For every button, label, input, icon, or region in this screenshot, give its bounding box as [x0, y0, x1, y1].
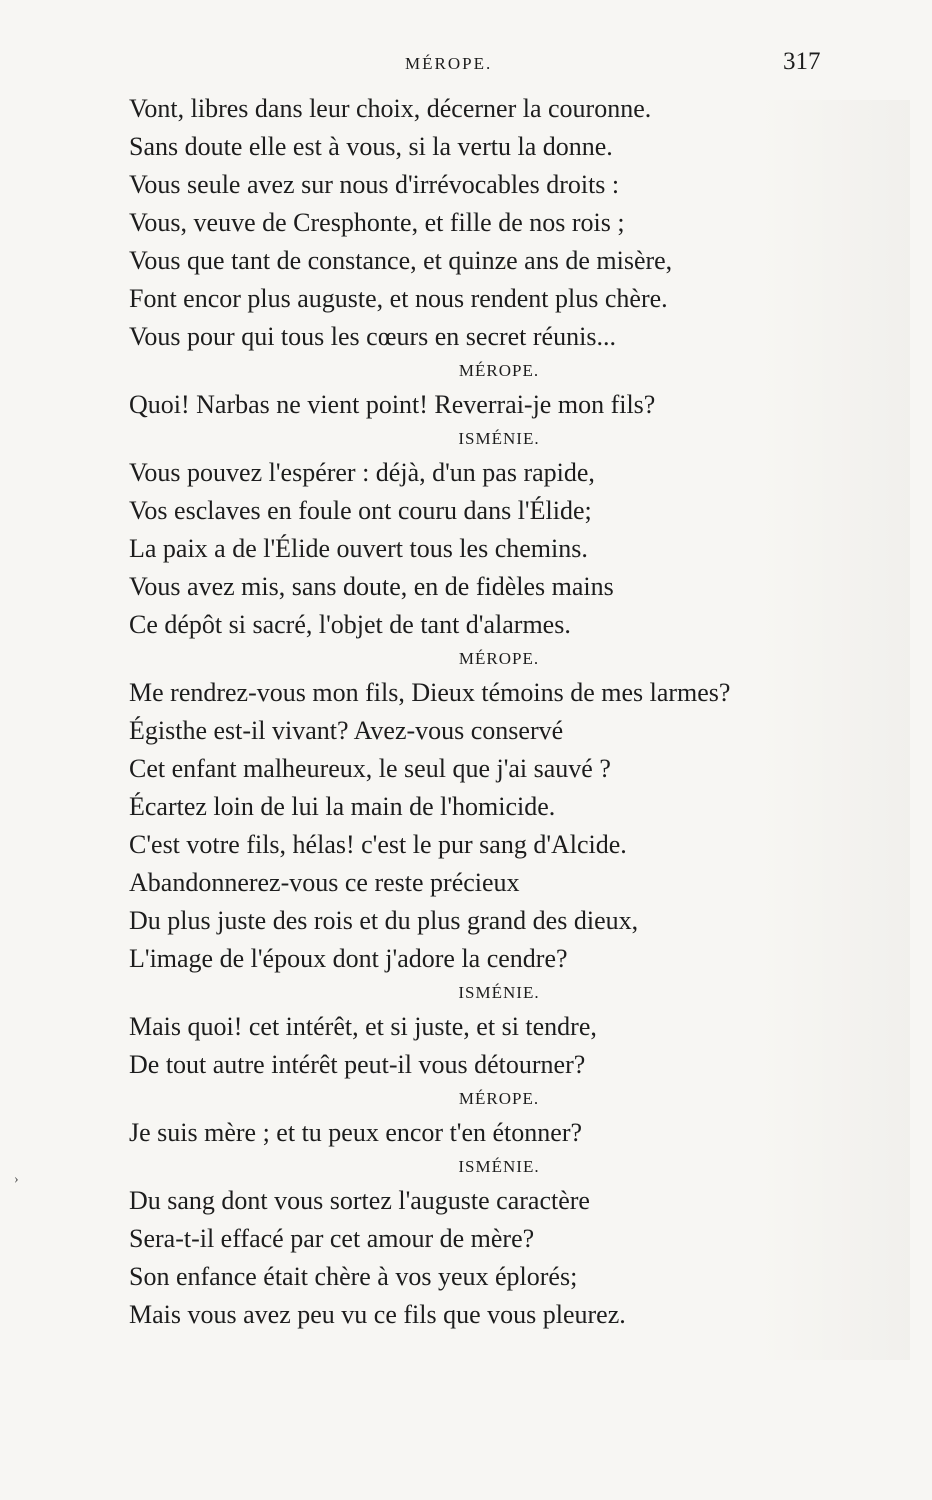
speaker-name: ISMÉNIE.	[458, 1157, 540, 1176]
verse-line: La paix a de l'Élide ouvert tous les chemins.	[129, 534, 588, 563]
verse-text	[129, 90, 849, 1334]
page-header	[0, 48, 932, 84]
verse-line: De tout autre intérêt peut-il vous détourner?	[129, 1050, 586, 1079]
speaker-name: ISMÉNIE.	[458, 429, 540, 448]
verse-line: L'image de l'époux dont j'adore la cendre?	[129, 944, 568, 973]
verse-line: Vous avez mis, sans doute, en de fidèles mains	[129, 572, 614, 601]
margin-mark: ›	[14, 1172, 19, 1187]
speaker-name: MÉROPE.	[458, 1089, 540, 1108]
verse-line: Me rendrez-vous mon fils, Dieux témoins de mes larmes?	[129, 678, 731, 707]
verse-line: Du plus juste des rois et du plus grand des dieux,	[129, 906, 639, 935]
verse-line: Quoi! Narbas ne vient point! Reverrai-je mon fils?	[129, 390, 656, 419]
verse-line: C'est votre fils, hélas! c'est le pur sang d'Alcide.	[129, 830, 627, 859]
verse-line: Vont, libres dans leur choix, décerner la couronne.	[129, 94, 652, 123]
verse-line: Égisthe est-il vivant? Avez-vous conservé	[129, 716, 564, 745]
verse-line: Vos esclaves en foule ont couru dans l'Élide;	[129, 496, 592, 525]
verse-line: Du sang dont vous sortez l'auguste caractère	[129, 1186, 590, 1215]
verse-line: Vous seule avez sur nous d'irrévocables droits :	[129, 170, 620, 199]
verse-line: Ce dépôt si sacré, l'objet de tant d'alarmes.	[129, 610, 571, 639]
verse-line: Cet enfant malheureux, le seul que j'ai sauvé ?	[129, 754, 611, 783]
verse-line: Je suis mère ; et tu peux encor t'en étonner?	[129, 1118, 583, 1147]
verse-line: Vous que tant de constance, et quinze ans de misère,	[129, 246, 673, 275]
verse-line: Sera-t-il effacé par cet amour de mère?	[129, 1224, 535, 1253]
speaker-name: ISMÉNIE.	[458, 983, 540, 1002]
verse-line: Abandonnerez-vous ce reste précieux	[129, 868, 520, 897]
verse-line: Sans doute elle est à vous, si la vertu la donne.	[129, 132, 613, 161]
verse-line: Vous pouvez l'espérer : déjà, d'un pas rapide,	[129, 458, 595, 487]
verse-line: Font encor plus auguste, et nous rendent plus chère.	[129, 284, 668, 313]
verse-line: Vous, veuve de Cresphonte, et fille de nos rois ;	[129, 208, 625, 237]
verse-line: Mais vous avez peu vu ce fils que vous pleurez.	[129, 1300, 626, 1329]
verse-line: Vous pour qui tous les cœurs en secret réunis...	[129, 322, 616, 351]
speaker-name: MÉROPE.	[458, 361, 540, 380]
verse-line: Son enfance était chère à vos yeux éplorés;	[129, 1262, 578, 1291]
page-number: 317	[783, 48, 821, 75]
verse-line: Écartez loin de lui la main de l'homicide.	[129, 792, 556, 821]
speaker-name: MÉROPE.	[458, 649, 540, 668]
running-title: MÉROPE.	[405, 54, 493, 73]
verse-line: Mais quoi! cet intérêt, et si juste, et si tendre,	[129, 1012, 597, 1041]
